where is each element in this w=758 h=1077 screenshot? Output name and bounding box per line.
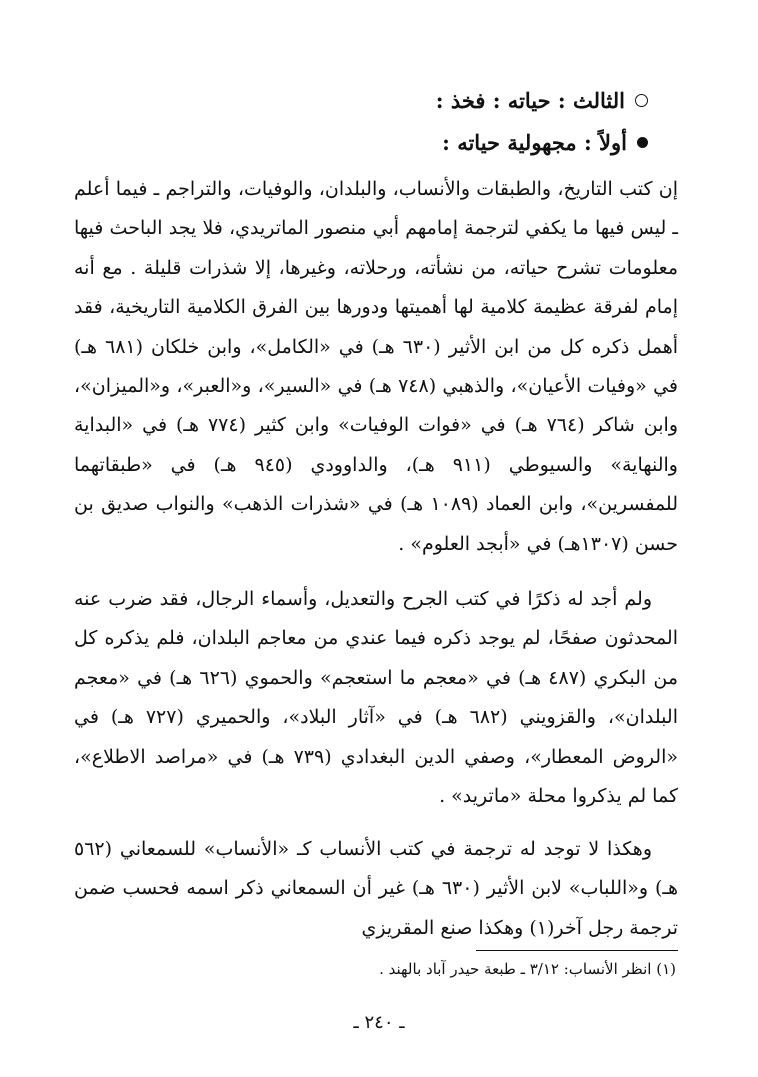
subsection-heading-text: أولاً : مجهولية حياته :	[442, 130, 627, 155]
page-number: ـ ٢٤٠ ـ	[353, 1012, 405, 1033]
footnote-separator	[476, 950, 678, 951]
hollow-circle-bullet-icon	[635, 94, 648, 107]
paragraph-1: إن كتب التاريخ، والطبقات والأنساب، والبلدان، والوفيات، والتراجم ـ فيما أعلم ـ ليس فيها ما يكفي لترجمة إمامهم أبي منصور الماتريدي، فلا يجد الباحث فيها معلومات تشرح حياته، من نشأته، ورحلاته، وغيرها، إلا شذرات قليلة . مع أنه إمام لفرقة عظيمة كلامية لها أهميتها ودورها بين الفرق الكلامية التاريخية، فقد أهمل ذكره كل من ابن الأثير (٦٣٠ هـ) في «الكامل»، وابن خلكان (٦٨١ هـ) في «وفيات الأعيان»، والذهبي (٧٤٨ هـ) في «السير»، و«العبر»، و«الميزان»، وابن شاكر (٧٦٤ هـ) في «فوات الوفيات» وابن كثير (٧٧٤ هـ) في «البداية والنهاية» والسيوطي (٩١١ هـ)، والداوودي (٩٤٥ هـ) في «طبقاتهما للمفسرين»، وابن العماد (١٠٨٩ هـ) في «شذرات الذهب» والنواب صديق بن حسن (١٣٠٧هـ) في «أبجد العلوم» .	[74, 178, 679, 555]
paragraph-3: وهكذا لا توجد له ترجمة في كتب الأنساب كـ «الأنساب» للسمعاني (٥٦٢ هـ) و«اللباب» لابن الأثير (٦٣٠ هـ) غير أن السمعاني ذكر اسمه فحسب ضمن ترجمة رجل آخر(١) وهكذا صنع المقريزي	[74, 838, 678, 939]
filled-circle-bullet-icon	[637, 137, 648, 148]
paragraph-2: ولم أجد له ذكرًا في كتب الجرح والتعديل، وأسماء الرجال، فقد ضرب عنه المحدثون صفحًا، لم يوجد ذكره فيما عندي من معاجم البلدان، فلم يذكره كل من البكري (٤٨٧ هـ) في «معجم ما استعجم» والحموي (٦٢٦ هـ) في «معجم البلدان»، والقزويني (٦٨٢ هـ) في «آثار البلاد»، والحميري (٧٢٧ هـ) في «الروض المعطار»، وصفي الدين البغدادي (٧٣٩ هـ) في «مراصد الاطلاع»، كما لم يذكروا محلة «ماتريد» .	[74, 588, 678, 808]
section-heading	[436, 88, 648, 113]
section-heading-text: الثالث : حياته : فخذ :	[435, 88, 625, 113]
subsection-heading	[442, 130, 648, 155]
footnote: (١) انظر الأنساب: ٣/١٢ ـ طبعة حيدر آباد بالهند .	[379, 960, 676, 978]
